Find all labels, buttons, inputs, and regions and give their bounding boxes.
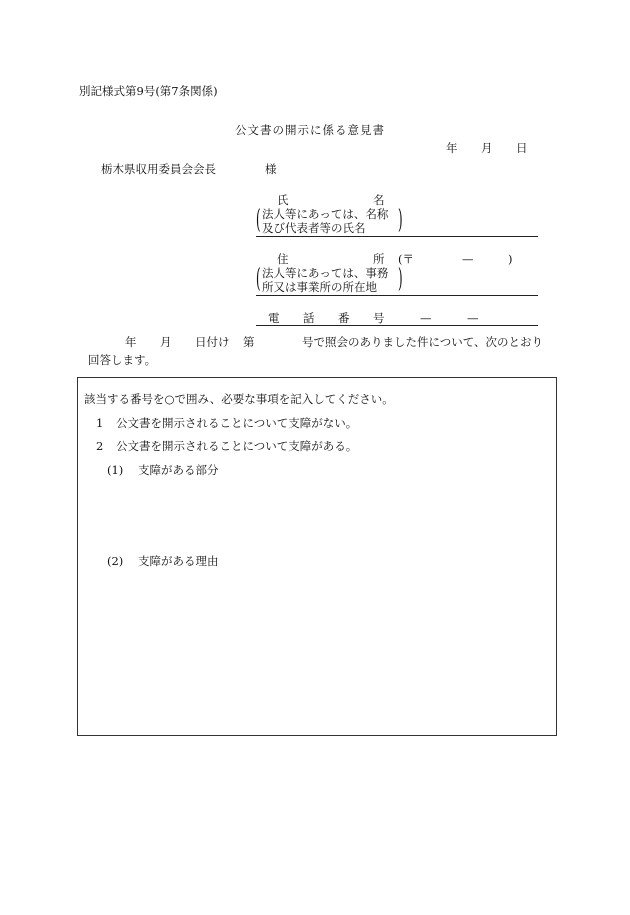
reply-month-label: 月 (160, 335, 172, 349)
name-note-line1: 法人等にあっては、名称 (262, 207, 389, 221)
phone-char-4: 号 (373, 311, 385, 325)
sub-item-2-text: 支障がある理由 (138, 554, 219, 568)
reply-number-prefix: 第 (243, 335, 255, 349)
name-note-line2: 及び代表者等の氏名 (262, 221, 366, 235)
address-note-close-bracket: ) (398, 264, 403, 294)
reply-line2: 回答します。 (88, 353, 157, 367)
name-note-open-bracket: ( (256, 205, 261, 235)
reply-dated-label: 日付け (195, 335, 230, 349)
form-number: 別記様式第9号(第7条関係) (79, 84, 218, 98)
option-2-number: 2 (96, 439, 104, 453)
date-day-label: 日 (516, 141, 528, 155)
name-note-close-bracket: ) (398, 205, 403, 235)
reply-line1-rest: 号で照会のありました件について、次のとおり (302, 335, 544, 349)
name-label-2: 名 (373, 193, 385, 207)
phone-dash-1: — (420, 311, 432, 325)
addressee-honorific: 様 (265, 162, 277, 176)
address-note-open-bracket: ( (256, 264, 261, 294)
option-1-number: 1 (96, 416, 104, 430)
date-year-label: 年 (446, 141, 458, 155)
reply-year-label: 年 (125, 335, 137, 349)
postal-open: (〒 (398, 252, 414, 266)
phone-char-3: 番 (338, 311, 350, 325)
option-1-text: 公文書を開示されることについて支障がない。 (116, 416, 358, 430)
phone-dash-2: — (467, 311, 479, 325)
date-month-label: 月 (481, 141, 493, 155)
name-underline (256, 236, 538, 237)
phone-char-2: 話 (303, 311, 315, 325)
address-underline (256, 295, 538, 296)
phone-char-1: 電 (268, 311, 280, 325)
box-instruction: 該当する番号を○で囲み、必要な事項を記入してください。 (84, 392, 394, 406)
postal-dash: — (462, 252, 474, 266)
option-2-text: 公文書を開示されることについて支障がある。 (116, 439, 358, 453)
postal-close: ) (508, 252, 513, 266)
address-note-line1: 法人等にあっては、事務 (262, 266, 389, 280)
sub-item-2-number: (2) (107, 554, 124, 568)
address-label-1: 住 (277, 252, 289, 266)
phone-underline (256, 325, 538, 326)
addressee-name: 栃木県収用委員会会長 (101, 162, 216, 176)
sub-item-1-number: (1) (107, 463, 124, 477)
name-label-1: 氏 (277, 193, 289, 207)
sub-item-1-text: 支障がある部分 (138, 463, 219, 477)
address-label-2: 所 (373, 252, 385, 266)
document-title: 公文書の開示に係る意見書 (235, 123, 385, 137)
address-note-line2: 所又は事業所の所在地 (262, 280, 377, 294)
